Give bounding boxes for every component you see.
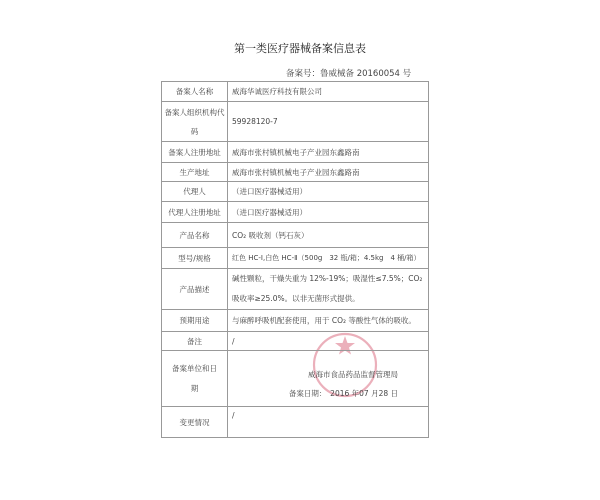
record-unit: 威海市食品药品监督管理局 [308,369,398,379]
row-value [228,351,429,407]
table-row [162,82,429,102]
table-row [162,163,429,182]
row-label: 备案人注册地址 [162,142,228,163]
row-value: CO₂ 吸收剂（钙石灰） [228,223,429,248]
row-label: 备案人组织机构代码 [162,102,228,142]
row-label: 变更情况 [162,407,228,438]
row-label: 代理人注册地址 [162,202,228,223]
table-row [162,202,429,223]
record-table [161,81,429,438]
table-row [162,223,429,248]
row-label: 生产地址 [162,163,228,182]
row-label: 备案人名称 [162,82,228,102]
row-label: 产品描述 [162,269,228,310]
row-label: 备案单位和日期 [162,351,228,407]
row-value: 威海市张村镇机械电子产业园东鑫路南 [228,142,429,163]
row-value: 59928120-7 [228,102,429,142]
row-label: 型号/规格 [162,248,228,269]
record-number: 备案号：鲁威械备 20160054 号 [286,69,412,79]
table-row [162,248,429,269]
row-value: 威海华诚医疗科技有限公司 [228,82,429,102]
document-title: 第一类医疗器械备案信息表 [234,42,366,55]
table-row [162,269,429,310]
table-row [162,310,429,332]
row-label: 产品名称 [162,223,228,248]
row-value: （进口医疗器械适用） [228,202,429,223]
row-value: / [228,407,429,438]
row-value: 红色 HC-Ⅰ,白色 HC-Ⅱ（500g 32 瓶/箱；4.5kg 4 桶/箱） [228,248,429,269]
row-value: 碱性颗粒，干燥失重为 12%-19%；吸湿性≤7.5%；CO₂ 吸收率≥25.0%。以非无菌形式提供。 [228,269,429,310]
table-row [162,102,429,142]
table-row [162,182,429,202]
table-row [162,407,429,438]
row-label: 备注 [162,332,228,351]
row-label: 代理人 [162,182,228,202]
record-date: 备案日期： 2016 年07 月28 日 [288,388,398,398]
table-row [162,332,429,351]
row-value: / [228,332,429,351]
table-row [162,142,429,163]
row-value: （进口医疗器械适用） [228,182,429,202]
row-value: 与麻醉呼吸机配套使用，用于 CO₂ 等酸性气体的吸收。 [228,310,429,332]
row-value: 威海市张村镇机械电子产业园东鑫路南 [228,163,429,182]
table-row [162,351,429,407]
row-label: 预期用途 [162,310,228,332]
